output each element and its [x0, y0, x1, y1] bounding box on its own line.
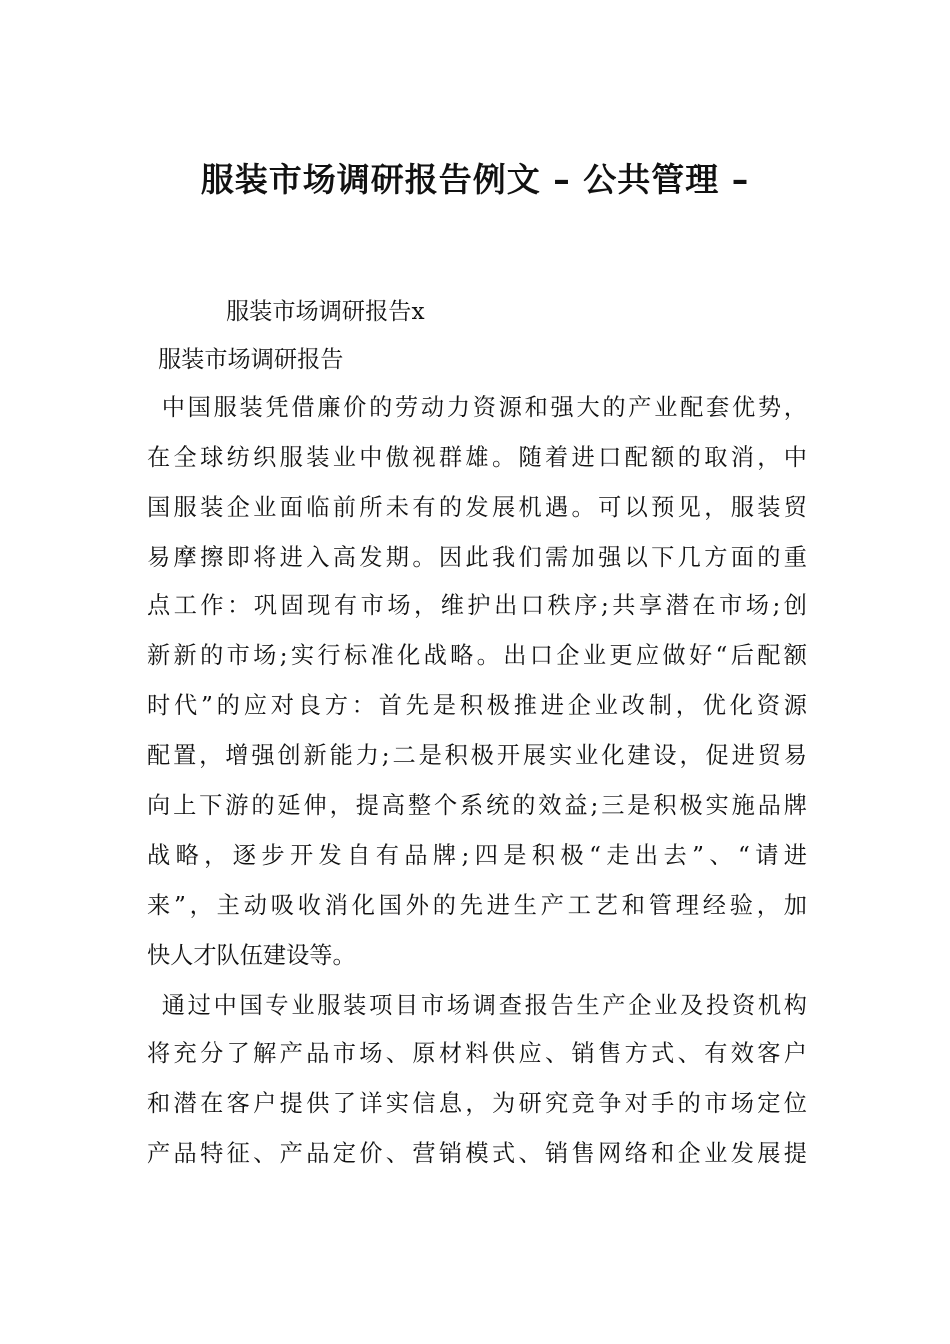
- report-subtitle: 服装市场调研报告: [158, 346, 344, 373]
- paragraph-1-line-12: 快人才队伍建设等。: [147, 942, 356, 969]
- paragraph-1-line-5: 点工作：巩固现有市场，维护出口秩序;共享潜在市场;创: [147, 592, 807, 619]
- paragraph-1-line-1: 中国服装凭借廉价的劳动力资源和强大的产业配套优势，: [159, 394, 807, 421]
- paragraph-1-line-10: 战略，逐步开发自有品牌;四是积极“走出去”、“请进: [147, 842, 807, 869]
- paragraph-2-line-1: 通过中国专业服装项目市场调查报告生产企业及投资机构: [159, 992, 807, 1019]
- paragraph-2-line-3: 和潜在客户提供了详实信息，为研究竞争对手的市场定位: [147, 1090, 807, 1117]
- paragraph-1-line-11: 来”，主动吸收消化国外的先进生产工艺和管理经验，加: [147, 892, 807, 919]
- paragraph-2-line-4: 产品特征、产品定价、营销模式、销售网络和企业发展提: [147, 1140, 807, 1167]
- paragraph-2-line-2: 将充分了解产品市场、原材料供应、销售方式、有效客户: [147, 1040, 807, 1067]
- paragraph-1-line-8: 配置，增强创新能力;二是积极开展实业化建设，促进贸易: [147, 742, 807, 769]
- document-title: 服装市场调研报告例文 – 公共管理 –: [200, 160, 750, 199]
- paragraph-1-line-3: 国服装企业面临前所未有的发展机遇。可以预见，服装贸: [147, 494, 807, 521]
- paragraph-1-line-2: 在全球纺织服装业中傲视群雄。随着进口配额的取消，中: [147, 444, 807, 471]
- paragraph-1-line-9: 向上下游的延伸，提高整个系统的效益;三是积极实施品牌: [147, 792, 807, 819]
- paragraph-1-line-4: 易摩擦即将进入高发期。因此我们需加强以下几方面的重: [147, 544, 807, 571]
- paragraph-1-line-7: 时代”的应对良方：首先是积极推进企业改制，优化资源: [147, 692, 807, 719]
- paragraph-1-line-6: 新新的市场;实行标准化战略。出口企业更应做好“后配额: [147, 642, 807, 669]
- report-subtitle-with-x: 服装市场调研报告x: [226, 298, 425, 325]
